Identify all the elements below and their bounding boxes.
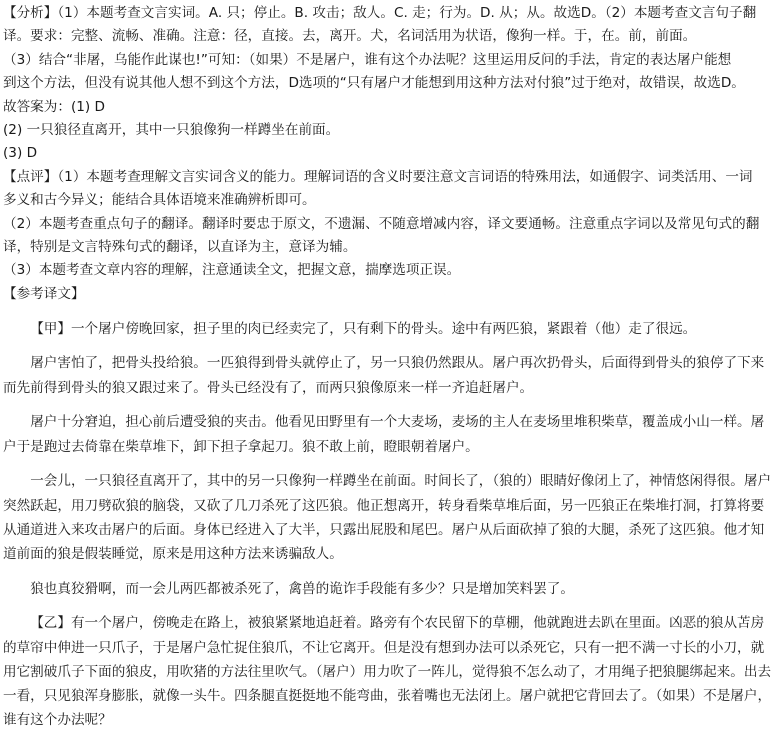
translation-paragraph: 【乙】有一个屠户，傍晚走在路上，被狼紧紧地追赶着。路旁有个农民留下的草棚，他就跑进去趴在里面。凶恶的狼从苫房的草帘中伸进一只爪子，于是屠户急忙捉住狼爪，不让它离开。但是没有想到办法可以杀死它，只有一把不满一寸长的小刀，就用它割破爪子下面的狼皮，用吹猪的方法往里吹气。（屠户）用力吹了一阵儿，觉得狼不怎么动了，才用绳子把狼腿绑起来。出去一看，只见狼浑身膨胀，就像一头牛。四条腿直挺挺地不能弯曲，张着嘴也无法闭上。屠户就把它背回去了。（如果）不是屠户，谁有这个办法呢？ [3,615,772,729]
translation-section [3,306,776,732]
translation-paragraph: 屠户十分窘迫，担心前后遭受狼的夹击。他看见田野里有一个大麦场，麦场的主人在麦场里堆积柴草，覆盖成小山一样。屠户于是跑过去倚靠在柴草堆下，卸下担子拿起刀。狼不敢上前，瞪眼朝着屠户。 [3,414,765,455]
analysis-line: 【分析】（1）本题考查文言实词。A. 只；停止。B. 攻击；敌人。C. 走；行为。D. 从；从。故选D。（2）本题考查文言句子翻 [3,5,757,21]
analysis-line: 到这个方法，但没有说其他人想不到这个方法，D选项的“只有屠户才能想到用这种方法对付狼”过于绝对，故错误，故选D。 [3,75,745,92]
translation-paragraph: 屠户害怕了，把骨头投给狼。一匹狼得到骨头就停止了，另一只狼仍然跟从。屠户再次扔骨头，后面得到骨头的狼停了下来而先前得到骨头的狼又跟过来了。骨头已经没有了，而两只狼像原来一样一齐追赶屠户。 [3,355,765,396]
comment-line: 译，特别是文言特殊句式的翻译，以直译为主，意译为辅。 [3,239,357,256]
answer-line: 故答案为：(1) D [3,98,106,115]
comment-line: （2）本题考查重点句子的翻译。翻译时要忠于原文，不遗漏、不随意增减内容，译文要通畅。注意重点字词以及常见句式的翻 [3,215,760,232]
comment-line: 【点评】（1）本题考查理解文言实词含义的能力。理解词语的含义时要注意文言词语的特殊用法，如通假字、词类活用、一词 [3,168,753,185]
comment-section [3,166,776,283]
translation-paragraph: 【甲】一个屠户傍晚回家，担子里的肉已经卖完了，只有剩下的骨头。途中有两匹狼，紧跟着（他）走了很远。 [30,320,697,337]
analysis-section [3,2,776,166]
reference-heading: 【参考译文】 [3,285,85,302]
answer-line: (2) 一只狼径直离开，其中一只狼像狗一样蹲坐在前面。 [3,122,340,139]
comment-line: 多义和古今异义；能结合具体语境来准确辨析即可。 [3,192,316,209]
translation-paragraph: 一会儿，一只狼径直离开了，其中的另一只像狗一样蹲坐在前面。时间长了，（狼的）眼睛好像闭上了，神情悠闲得很。屠户突然跃起，用刀劈砍狼的脑袋，又砍了几刀杀死了这匹狼。他正想离开，转身看柴草堆后面，另一匹狼正在柴堆打洞，打算将要从通道进入来攻击屠户的后面。身体已经进入了大半，只露出屁股和尾巴。屠户从后面砍掉了狼的大腿，杀死了这匹狼。他才知道前面的狼是假装睡觉，原来是用这种方法来诱骗敌人。 [3,473,772,562]
analysis-line: 译。要求：完整、流畅、准确。注意：径，直接。去，离开。犬，名词活用为状语，像狗一样。于，在。前，前面。 [3,28,697,45]
comment-line: （3）本题考查文章内容的理解，注意通读全文，把握文意，揣摩选项正误。 [3,262,461,279]
translation-paragraph: 狼也真狡猾啊，而一会儿两匹都被杀死了，禽兽的诡诈手段能有多少？只是增加笑料罢了。 [30,580,574,597]
analysis-line: （3）结合“非屠，乌能作此谋也!”可知：（如果）不是屠户，谁有这个办法呢？这里运用反问的手法，肯定的表达屠户能想 [3,51,732,68]
answer-line: (3) D [3,145,38,162]
